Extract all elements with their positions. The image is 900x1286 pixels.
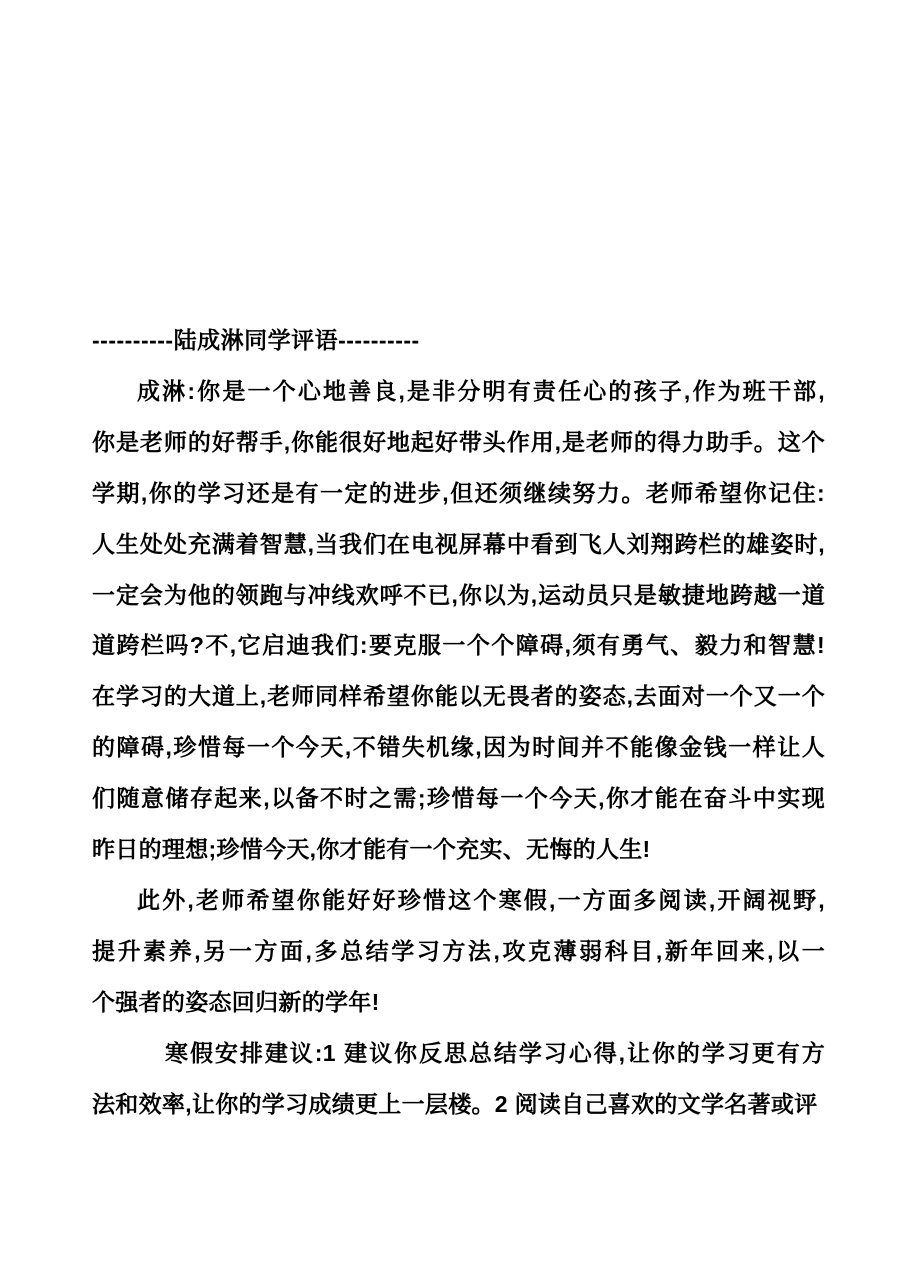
text-line: 此外,老师希望你能好好珍惜这个寒假,一方面多阅读,开阔视野, <box>137 886 825 913</box>
text-line: 个强者的姿态回归新的学年! <box>92 988 380 1015</box>
text-line: 寒假安排建议:1 建议你反思总结学习心得,让你的学习更有方 <box>165 1039 825 1066</box>
paragraph <box>92 875 825 1028</box>
text-line: 人生处处充满着智慧,当我们在电视屏幕中看到飞人刘翔跨栏的雄姿时, <box>92 530 825 557</box>
text-line: 们随意储存起来,以备不时之需;珍惜每一个今天,你才能在奋斗中实现 <box>92 785 825 812</box>
paragraph <box>92 366 825 875</box>
text-line: 的障碍,珍惜每一个今天,不错失机缘,因为时间并不能像金钱一样让人 <box>92 734 825 761</box>
paragraph <box>92 1028 825 1130</box>
text-line: 学期,你的学习还是有一定的进步,但还须继续努力。老师希望你记住: <box>92 479 825 506</box>
text-line: 提升素养,另一方面,多总结学习方法,攻克薄弱科目,新年回来,以一 <box>92 937 825 964</box>
text-line: 你是老师的好帮手,你能很好地起好带头作用,是老师的得力助手。这个 <box>92 428 825 455</box>
text-line: 一定会为他的领跑与冲线欢呼不已,你以为,运动员只是敏捷地跨越一道 <box>92 581 825 608</box>
text-line: 法和效率,让你的学习成绩更上一层楼。2 阅读自己喜欢的文学名著或评 <box>92 1090 818 1117</box>
text-line: 成淋:你是一个心地善良,是非分明有责任心的孩子,作为班干部, <box>137 377 825 404</box>
text-line: 在学习的大道上,老师同样希望你能以无畏者的姿态,去面对一个又一个 <box>92 683 825 710</box>
paragraph-container <box>92 366 825 1130</box>
document-body <box>92 315 825 1130</box>
text-line: 道跨栏吗?不,它启迪我们:要克服一个个障碍,须有勇气、毅力和智慧! <box>92 632 825 659</box>
document-title: ----------陆成淋同学评语---------- <box>92 327 420 353</box>
text-line: 昨日的理想;珍惜今天,你才能有一个充实、无悔的人生! <box>92 836 651 863</box>
